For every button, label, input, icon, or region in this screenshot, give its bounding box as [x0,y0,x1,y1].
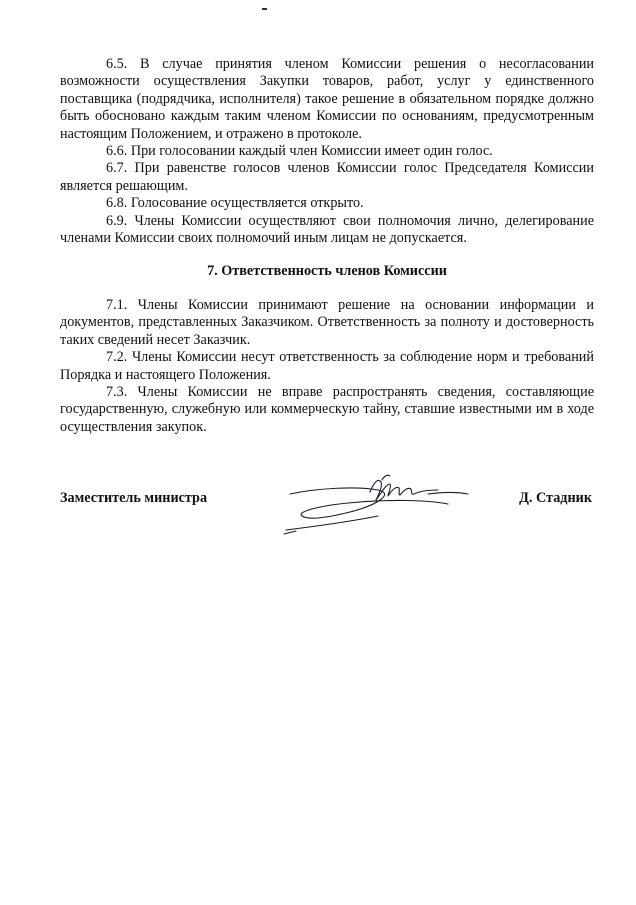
signer-name: Д. Стадник [519,490,592,506]
section-7-heading: 7. Ответственность членов Комиссии [207,263,447,279]
section-6-body [60,56,594,247]
paragraph-6-8: 6.8. Голосование осуществляется открыто. [106,195,364,212]
section-7-body [60,297,594,436]
paragraph-7-2: 7.2. Члены Комиссии несут ответственность за соблюдение норм и требований Порядка и настоящего Положения. [60,349,594,383]
page-mark [262,8,267,10]
paragraph-7-3: 7.3. Члены Комиссии не вправе распространять сведения, составляющие государственную, служебную или коммерческую тайну, ставшие известными им в ходе осуществления закупок. [60,384,594,435]
paragraph-7-1: 7.1. Члены Комиссии принимают решение на основании информации и документов, представленных Заказчиком. Ответственность за полноту и достоверность таких сведений несет Заказчик. [60,297,594,348]
paragraph-6-5: 6.5. В случае принятия членом Комиссии решения о несогласовании возможности осуществления Закупки товаров, работ, услуг у единственного поставщика (подрядчика, исполнителя) такое решение в обязательном порядке должно быть обосновано каждым таким членом Комиссии по основаниям, предусмотренным настоящим Положением, и отражено в протоколе. [60,56,594,142]
handwritten-signature [278,470,478,540]
paragraph-6-7: 6.7. При равенстве голосов членов Комиссии голос Председателя Комиссии является решающим. [60,160,594,194]
paragraph-6-9: 6.9. Члены Комиссии осуществляют свои полномочия лично, делегирование членами Комиссии своих полномочий иным лицам не допускается. [60,212,594,247]
paragraph-6-6: 6.6. При голосовании каждый член Комиссии имеет один голос. [106,143,493,160]
signer-title: Заместитель министра [60,490,208,506]
